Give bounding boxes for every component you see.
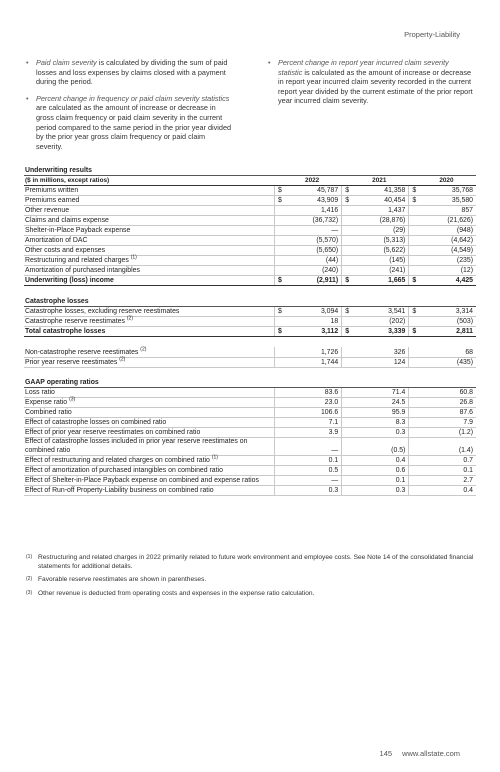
footnote-ref: (2): [119, 356, 126, 363]
cell-value-2022: 23.0: [285, 398, 342, 408]
currency-symbol: [275, 476, 285, 486]
row-label: Expense ratio $^{(3)}$: [24, 398, 275, 408]
currency-symbol: [342, 266, 352, 276]
cell-value-2022: (5,570): [285, 236, 342, 246]
underwriting-results-table: [24, 166, 476, 496]
footnote-1: [26, 553, 474, 571]
cell-value-2021: 0.3: [352, 486, 409, 496]
footnote-text: Favorable reserve reestimates are shown in parentheses.: [38, 576, 207, 584]
currency-symbol: $: [409, 326, 419, 336]
cell-value-2020: (948): [419, 226, 476, 236]
cell-value-2020: 68: [419, 347, 476, 357]
currency-symbol: [409, 408, 419, 418]
footnote-mark: (2): [26, 576, 33, 583]
cell-value-2021: 0.4: [352, 456, 409, 466]
cell-value-2021: (5,622): [352, 246, 409, 256]
cell-value-2022: 106.6: [285, 408, 342, 418]
row-label: Underwriting (loss) income: [24, 276, 275, 286]
row-label: Other costs and expenses: [24, 246, 275, 256]
bullet-term: Paid claim severity: [36, 58, 97, 67]
cell-value-2021: 40,454: [352, 196, 409, 206]
cell-value-2022: 0.1: [285, 456, 342, 466]
cell-value-2020: 0.1: [419, 466, 476, 476]
cell-value-2021: (202): [352, 316, 409, 326]
table-row-cat-total: [24, 326, 476, 336]
bullet-term: Percent change in frequency or paid claim severity statistics: [36, 93, 230, 103]
year-2022: 2022: [285, 176, 342, 186]
cell-value-2020: (12): [419, 266, 476, 276]
table-subtitle: ($ in millions, except ratios): [24, 176, 275, 186]
currency-symbol: [275, 456, 285, 466]
currency-symbol: [342, 398, 352, 408]
cell-value-2022: 0.3: [285, 486, 342, 496]
table-row-eff-amort: [24, 466, 476, 476]
table-row-cat-excl: [24, 306, 476, 316]
cell-value-2020: (503): [419, 316, 476, 326]
cell-value-2022: 7.1: [285, 418, 342, 428]
currency-symbol: [342, 418, 352, 428]
table-row-premiums-written: [24, 186, 476, 196]
row-label: Shelter-in-Place Payback expense: [24, 226, 275, 236]
cell-value-2022: 43,909: [285, 196, 342, 206]
currency-symbol: [409, 347, 419, 357]
row-label: Premiums earned: [24, 196, 275, 206]
currency-symbol: [342, 428, 352, 438]
cell-value-2020: 857: [419, 206, 476, 216]
currency-symbol: [409, 438, 419, 456]
currency-symbol: $: [409, 276, 419, 286]
cell-value-2021: 0.6: [352, 466, 409, 476]
footnote-ref: (3): [69, 396, 76, 403]
currency-symbol: [342, 246, 352, 256]
cell-value-2020: (4,549): [419, 246, 476, 256]
cell-value-2020: 2,811: [419, 326, 476, 336]
table-row-other-costs: [24, 246, 476, 256]
bullets-right-column: [268, 58, 474, 158]
footnote-3: [26, 589, 474, 598]
table-header-row: [24, 176, 476, 186]
currency-symbol: [409, 466, 419, 476]
year-2020: 2020: [419, 176, 476, 186]
cell-value-2022: (44): [285, 256, 342, 266]
table-row-sip: [24, 226, 476, 236]
currency-symbol: [409, 486, 419, 496]
definition-bullets: [26, 58, 474, 158]
cell-value-2021: 1,437: [352, 206, 409, 216]
row-label: Effect of catastrophe losses included in prior year reserve reestimates on combined ratio: [24, 438, 275, 456]
currency-symbol: $: [275, 196, 285, 206]
table-row-noncat: [24, 347, 476, 357]
table-row-intangibles: [24, 266, 476, 276]
cell-value-2020: 87.6: [419, 408, 476, 418]
currency-symbol: [409, 226, 419, 236]
currency-symbol: [342, 476, 352, 486]
currency-symbol: [275, 388, 285, 398]
table-row-loss-ratio: [24, 388, 476, 398]
currency-symbol: [275, 408, 285, 418]
cell-value-2021: (29): [352, 226, 409, 236]
row-label: Catastrophe reserve reestimates $^{(2)}$: [24, 316, 275, 326]
cell-value-2021: 41,358: [352, 186, 409, 196]
currency-symbol: [409, 418, 419, 428]
table-title-row: [24, 166, 476, 176]
currency-symbol: [275, 466, 285, 476]
row-label: Effect of amortization of purchased intangibles on combined ratio: [24, 466, 275, 476]
row-label: Prior year reserve reestimates $^{(2)}$: [24, 357, 275, 367]
cell-value-2022: (5,650): [285, 246, 342, 256]
cell-value-2022: 0.5: [285, 466, 342, 476]
cell-value-2020: 3,314: [419, 306, 476, 316]
currency-symbol: [409, 388, 419, 398]
cell-value-2020: 0.4: [419, 486, 476, 496]
currency-symbol: [342, 357, 352, 367]
currency-symbol: $: [275, 276, 285, 286]
table-row-claims: [24, 216, 476, 226]
footnote-ref: (1): [211, 454, 218, 461]
cell-value-2021: 3,339: [352, 326, 409, 336]
table-row-uw-income: [24, 276, 476, 286]
currency-symbol: [275, 206, 285, 216]
currency-symbol: [275, 438, 285, 456]
footnote-ref: (2): [126, 315, 134, 322]
table-row-cat-reest: [24, 316, 476, 326]
footnote-ref: (2): [140, 346, 147, 353]
row-label: Amortization of DAC: [24, 236, 275, 246]
cell-value-2022: 1,726: [285, 347, 342, 357]
cell-value-2021: 71.4: [352, 388, 409, 398]
table-row-restructuring: [24, 256, 476, 266]
cell-value-2020: 7.9: [419, 418, 476, 428]
cell-value-2022: 83.6: [285, 388, 342, 398]
currency-symbol: [275, 236, 285, 246]
currency-symbol: [275, 316, 285, 326]
bullet-term: Percent change in report year incurred claim severity statistic: [278, 58, 449, 77]
table-row-dac: [24, 236, 476, 246]
table-row-eff-prior: [24, 428, 476, 438]
spacer-row: [24, 336, 476, 347]
row-label: Effect of catastrophe losses on combined ratio: [24, 418, 275, 428]
cell-value-2022: 3,112: [285, 326, 342, 336]
table-row-combined-ratio: [24, 408, 476, 418]
bullet-text: is calculated by dividing the sum of paid losses and loss expenses by claims closed with a payment during the period.: [36, 58, 228, 87]
table-row-cat-heading: [24, 297, 476, 307]
currency-symbol: $: [342, 276, 352, 286]
cell-value-2022: 18: [285, 316, 342, 326]
currency-symbol: [342, 216, 352, 226]
row-label: Amortization of purchased intangibles: [24, 266, 275, 276]
footnote-2: [26, 575, 474, 584]
row-label: Claims and claims expense: [24, 216, 275, 226]
cell-value-2022: 3,094: [285, 306, 342, 316]
cell-value-2022: —: [285, 476, 342, 486]
table-title: Underwriting results: [24, 166, 476, 176]
footnote-text: Restructuring and related charges in 2022 primarily related to future work environment and employee costs. See Note 14 of the consolidated financial statements for additional details.: [38, 554, 474, 571]
website-link[interactable]: www.allstate.com: [402, 749, 460, 758]
cell-value-2022: —: [285, 438, 342, 456]
row-label: Premiums written: [24, 186, 275, 196]
footnote-ref: (1): [130, 254, 137, 261]
cell-value-2020: (21,626): [419, 216, 476, 226]
cell-value-2021: 0.3: [352, 428, 409, 438]
row-label: Effect of prior year reserve reestimates on combined ratio: [24, 428, 275, 438]
cell-value-2022: 3.9: [285, 428, 342, 438]
currency-symbol: [409, 216, 419, 226]
row-label: Effect of restructuring and related charges on combined ratio $^{(1)}$: [24, 456, 275, 466]
cell-value-2020: 26.8: [419, 398, 476, 408]
currency-symbol: [342, 347, 352, 357]
currency-symbol: [275, 266, 285, 276]
currency-symbol: [409, 266, 419, 276]
row-label: Total catastrophe losses: [24, 326, 275, 336]
cell-value-2021: 124: [352, 357, 409, 367]
currency-symbol: $: [409, 186, 419, 196]
cell-value-2020: 4,425: [419, 276, 476, 286]
bullets-left-column: [26, 58, 232, 158]
currency-symbol: $: [342, 196, 352, 206]
cell-value-2021: 8.3: [352, 418, 409, 428]
currency-symbol: $: [409, 196, 419, 206]
currency-symbol: [409, 456, 419, 466]
row-label: Non-catastrophe reserve reestimates $^{(2)}$: [24, 347, 275, 357]
cell-value-2020: 0.7: [419, 456, 476, 466]
cell-value-2020: 60.8: [419, 388, 476, 398]
currency-symbol: [409, 357, 419, 367]
currency-symbol: [275, 357, 285, 367]
cell-value-2021: 326: [352, 347, 409, 357]
cell-value-2022: (36,732): [285, 216, 342, 226]
cell-value-2020: (1.4): [419, 438, 476, 456]
currency-symbol: [342, 236, 352, 246]
cell-value-2022: 45,787: [285, 186, 342, 196]
currency-symbol: [342, 456, 352, 466]
cell-value-2020: 35,768: [419, 186, 476, 196]
cell-value-2020: (4,642): [419, 236, 476, 246]
cell-value-2021: 3,541: [352, 306, 409, 316]
currency-symbol: [342, 388, 352, 398]
cell-value-2020: (435): [419, 357, 476, 367]
currency-symbol: [275, 428, 285, 438]
currency-symbol: [409, 206, 419, 216]
table-row-expense-ratio: [24, 398, 476, 408]
row-label: Catastrophe losses, excluding reserve reestimates: [24, 306, 275, 316]
currency-symbol: [342, 316, 352, 326]
cell-value-2022: (240): [285, 266, 342, 276]
table-row-prior-year: [24, 357, 476, 367]
cell-value-2021: 95.9: [352, 408, 409, 418]
footnote-mark: (3): [26, 589, 33, 596]
spacer-row: [24, 286, 476, 297]
currency-symbol: [409, 246, 419, 256]
cell-value-2021: 1,665: [352, 276, 409, 286]
currency-symbol: [275, 347, 285, 357]
bullet-text: are calculated as the amount of increase or decrease in gross claim frequency or paid claim severity in the current period compared to the same period in the prior year divided by the prior year gross claim frequency or paid claim severity.: [36, 103, 232, 151]
page-footer: [380, 749, 460, 758]
table-row-eff-runoff: [24, 486, 476, 496]
table-row-premiums-earned: [24, 196, 476, 206]
row-label: GAAP operating ratios: [24, 378, 476, 388]
bullet-percent-change-report-year: [268, 58, 474, 106]
row-label: Restructuring and related charges $^{(1)}$: [24, 256, 275, 266]
row-label: Effect of Shelter-in-Place Payback expense on combined and expense ratios: [24, 476, 275, 486]
cell-value-2021: 24.5: [352, 398, 409, 408]
bullet-text: is calculated as the amount of increase or decrease in report year incurred claim severity recorded in the current report year divided by the current estimate of the prior report year incurred claim severity.: [278, 67, 473, 106]
currency-symbol: $: [275, 186, 285, 196]
row-label: Combined ratio: [24, 408, 275, 418]
cell-value-2022: —: [285, 226, 342, 236]
currency-symbol: [342, 408, 352, 418]
cell-value-2021: (28,876): [352, 216, 409, 226]
currency-symbol: [409, 316, 419, 326]
footnote-text: Other revenue is deducted from operating costs and expenses in the expense ratio calculation.: [38, 589, 315, 597]
section-label: Property-Liability: [404, 30, 460, 39]
row-label: Catastrophe losses: [24, 297, 476, 307]
cell-value-2021: (0.5): [352, 438, 409, 456]
currency-symbol: [275, 226, 285, 236]
spacer-row: [24, 367, 476, 378]
bullet-percent-change-frequency: [26, 94, 232, 152]
currency-symbol: [275, 246, 285, 256]
cell-value-2020: 35,580: [419, 196, 476, 206]
currency-symbol: [275, 216, 285, 226]
currency-symbol: [342, 256, 352, 266]
currency-symbol: [342, 438, 352, 456]
currency-symbol: [275, 418, 285, 428]
cell-value-2022: 1,416: [285, 206, 342, 216]
footnotes: [26, 553, 474, 602]
cell-value-2021: 0.1: [352, 476, 409, 486]
cell-value-2022: 1,744: [285, 357, 342, 367]
footnote-mark: (1): [26, 554, 33, 560]
currency-symbol: [275, 256, 285, 266]
row-label: Other revenue: [24, 206, 275, 216]
currency-symbol: [342, 226, 352, 236]
cell-value-2020: 2.7: [419, 476, 476, 486]
cell-value-2020: (235): [419, 256, 476, 266]
currency-symbol: [409, 428, 419, 438]
cell-value-2020: (1.2): [419, 428, 476, 438]
row-label: Effect of Run-off Property-Liability business on combined ratio: [24, 486, 275, 496]
table-row-eff-sip: [24, 476, 476, 486]
currency-symbol: $: [409, 306, 419, 316]
cell-value-2022: (2,911): [285, 276, 342, 286]
currency-symbol: [409, 256, 419, 266]
currency-symbol: [342, 466, 352, 476]
table-row-eff-cat: [24, 418, 476, 428]
currency-symbol: [275, 486, 285, 496]
currency-symbol: $: [275, 326, 285, 336]
page-number: 145: [379, 749, 393, 758]
currency-symbol: $: [342, 326, 352, 336]
currency-symbol: $: [275, 306, 285, 316]
table-row-other-revenue: [24, 206, 476, 216]
table-row-eff-cat-prior: [24, 438, 476, 456]
currency-symbol: $: [342, 186, 352, 196]
row-label: Loss ratio: [24, 388, 275, 398]
bullet-paid-claim-severity: [26, 58, 232, 87]
cell-value-2021: (145): [352, 256, 409, 266]
table-row-gaap-heading: [24, 378, 476, 388]
year-2021: 2021: [352, 176, 409, 186]
currency-symbol: [342, 486, 352, 496]
currency-symbol: [275, 398, 285, 408]
currency-symbol: [409, 398, 419, 408]
cell-value-2021: (241): [352, 266, 409, 276]
currency-symbol: [342, 206, 352, 216]
currency-symbol: [409, 236, 419, 246]
cell-value-2021: (5,313): [352, 236, 409, 246]
currency-symbol: [409, 476, 419, 486]
currency-symbol: $: [342, 306, 352, 316]
table-row-eff-restr: [24, 456, 476, 466]
